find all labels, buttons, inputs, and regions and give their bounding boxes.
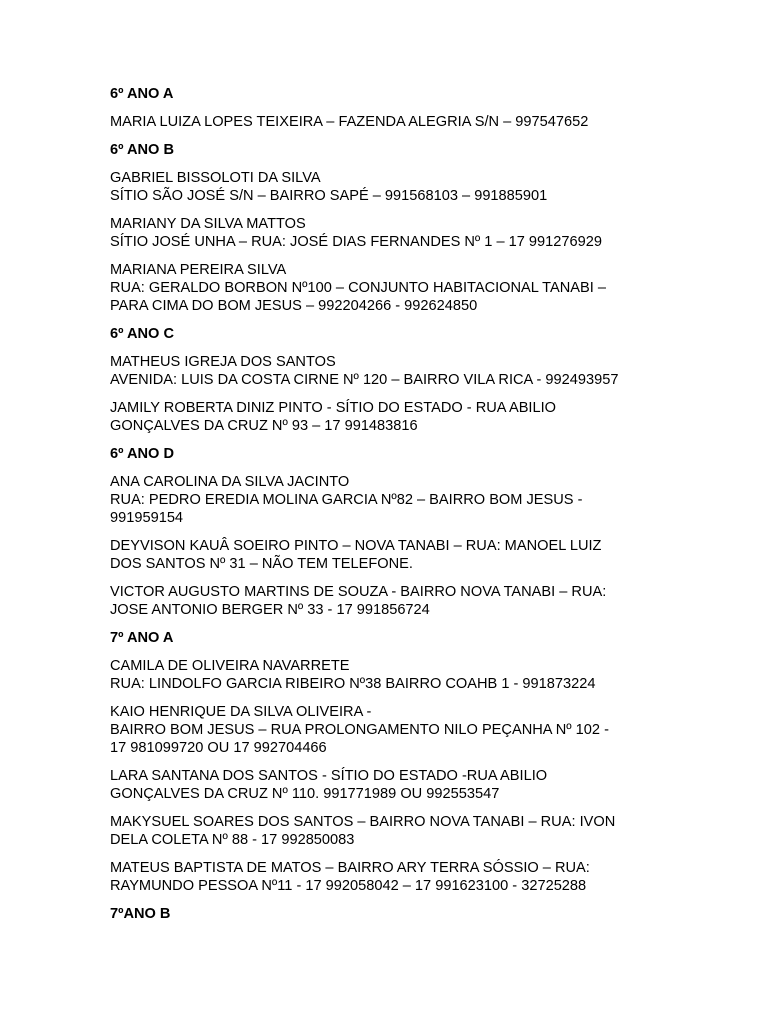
section-heading: 6º ANO B xyxy=(110,142,174,158)
entry-line: DEYVISON KAUÂ SOEIRO PINTO – NOVA TANABI – RUA: MANOEL LUIZ xyxy=(110,538,602,554)
entry-line: MAKYSUEL SOARES DOS SANTOS – BAIRRO NOVA TANABI – RUA: IVON xyxy=(110,814,616,830)
document-page xyxy=(110,85,670,933)
entry-line: GABRIEL BISSOLOTI DA SILVA xyxy=(110,170,321,186)
entry-line: RUA: GERALDO BORBON Nº100 – CONJUNTO HABITACIONAL TANABI – xyxy=(110,280,606,296)
student-entry xyxy=(110,353,670,389)
student-entry xyxy=(110,473,670,527)
entry-line: AVENIDA: LUIS DA COSTA CIRNE Nº 120 – BAIRRO VILA RICA - 992493957 xyxy=(110,372,619,388)
entry-line: RAYMUNDO PESSOA Nº11 - 17 992058042 – 17 991623100 - 32725288 xyxy=(110,878,587,894)
entry-line: 17 981099720 OU 17 992704466 xyxy=(110,740,327,756)
student-entry xyxy=(110,703,670,757)
entry-line: MATEUS BAPTISTA DE MATOS – BAIRRO ARY TERRA SÓSSIO – RUA: xyxy=(110,860,590,876)
entry-line: MARIA LUIZA LOPES TEIXEIRA – FAZENDA ALEGRIA S/N – 997547652 xyxy=(110,114,589,130)
entry-line: JAMILY ROBERTA DINIZ PINTO - SÍTIO DO ESTADO - RUA ABILIO xyxy=(110,400,557,416)
entry-line: JOSE ANTONIO BERGER Nº 33 - 17 991856724 xyxy=(110,602,430,618)
section-heading: 6º ANO C xyxy=(110,326,174,342)
student-entry xyxy=(110,767,670,803)
section-heading: 6º ANO A xyxy=(110,86,174,102)
entry-line: BAIRRO BOM JESUS – RUA PROLONGAMENTO NILO PEÇANHA Nº 102 - xyxy=(110,722,609,738)
entry-line: MARIANY DA SILVA MATTOS xyxy=(110,216,306,232)
entry-line: CAMILA DE OLIVEIRA NAVARRETE xyxy=(110,658,350,674)
entry-line: PARA CIMA DO BOM JESUS – 992204266 - 992624850 xyxy=(110,298,478,314)
student-entry xyxy=(110,537,670,573)
section-heading: 7ºANO B xyxy=(110,906,171,922)
entry-line: MATHEUS IGREJA DOS SANTOS xyxy=(110,354,336,370)
entry-line: DELA COLETA Nº 88 - 17 992850083 xyxy=(110,832,355,848)
section-heading: 6º ANO D xyxy=(110,446,174,462)
entry-line: GONÇALVES DA CRUZ Nº 93 – 17 991483816 xyxy=(110,418,418,434)
entry-line: 991959154 xyxy=(110,510,184,526)
section-heading: 7º ANO A xyxy=(110,630,174,646)
entry-line: RUA: PEDRO EREDIA MOLINA GARCIA Nº82 – BAIRRO BOM JESUS - xyxy=(110,492,583,508)
entry-line: ANA CAROLINA DA SILVA JACINTO xyxy=(110,474,350,490)
student-entry xyxy=(110,859,670,895)
entry-line: VICTOR AUGUSTO MARTINS DE SOUZA - BAIRRO NOVA TANABI – RUA: xyxy=(110,584,607,600)
student-entry xyxy=(110,657,670,693)
student-entry xyxy=(110,583,670,619)
student-entry xyxy=(110,113,670,131)
entry-line: LARA SANTANA DOS SANTOS - SÍTIO DO ESTADO -RUA ABILIO xyxy=(110,768,548,784)
student-entry xyxy=(110,169,670,205)
entry-line: DOS SANTOS Nº 31 – NÃO TEM TELEFONE. xyxy=(110,556,413,572)
entry-line: MARIANA PEREIRA SILVA xyxy=(110,262,287,278)
student-entry xyxy=(110,399,670,435)
student-entry xyxy=(110,813,670,849)
entry-line: SÍTIO JOSÉ UNHA – RUA: JOSÉ DIAS FERNANDES Nº 1 – 17 991276929 xyxy=(110,234,602,250)
student-entry xyxy=(110,215,670,251)
student-entry xyxy=(110,261,670,315)
entry-line: GONÇALVES DA CRUZ Nº 110. 991771989 OU 992553547 xyxy=(110,786,500,802)
entry-line: RUA: LINDOLFO GARCIA RIBEIRO Nº38 BAIRRO COAHB 1 - 991873224 xyxy=(110,676,596,692)
entry-line: KAIO HENRIQUE DA SILVA OLIVEIRA - xyxy=(110,704,372,720)
entry-line: SÍTIO SÃO JOSÉ S/N – BAIRRO SAPÉ – 991568103 – 991885901 xyxy=(110,188,548,204)
